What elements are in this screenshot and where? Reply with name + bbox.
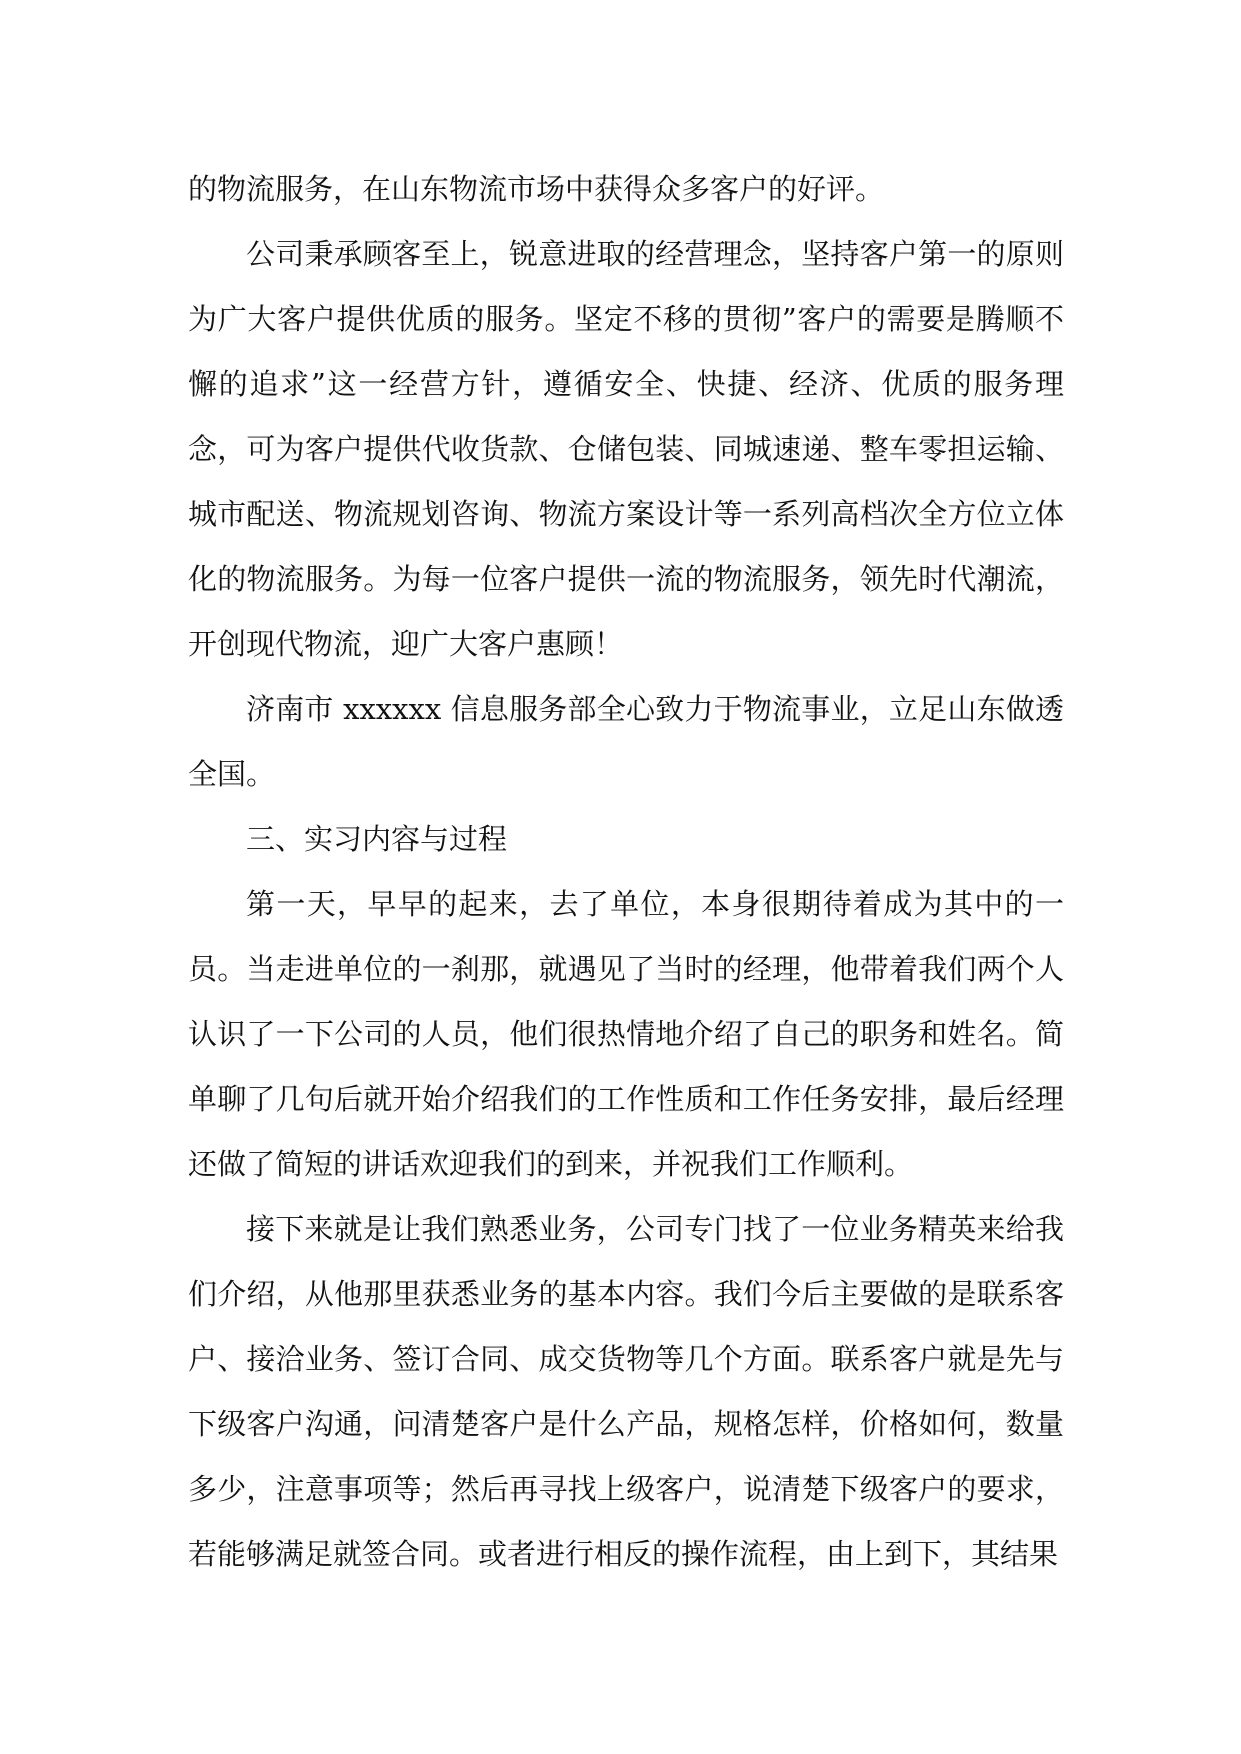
document-body [188,157,1064,1587]
paragraph-first-day: 第一天，早早的起来，去了单位，本身很期待着成为其中的一员。当走进单位的一刹那，就遇见了当时的经理，他带着我们两个人认识了一下公司的人员，他们很热情地介绍了自己的职务和姓名。简单聊了几句后就开始介绍我们的工作性质和工作任务安排，最后经理还做了简短的讲话欢迎我们的到来，并祝我们工作顺利。 [188,887,1064,1181]
paragraph-company-mission: 济南市 xxxxxx 信息服务部全心致力于物流事业，立足山东做透全国。 [188,692,1064,791]
paragraph-company-philosophy: 公司秉承顾客至上，锐意进取的经营理念，坚持客户第一的原则为广大客户提供优质的服务。坚定不移的贯彻”客户的需要是腾顺不懈的追求”这一经营方针，遵循安全、快捷、经济、优质的服务理念，可为客户提供代收货款、仓储包装、同城速递、整车零担运输、城市配送、物流规划咨询、物流方案设计等一系列高档次全方位立体化的物流服务。为每一位客户提供一流的物流服务，领先时代潮流，开创现代物流，迎广大客户惠顾！ [188,237,1064,661]
section-heading: 三、实习内容与过程 [246,822,508,856]
paragraph-continuation: 的物流服务，在山东物流市场中获得众多客户的好评。 [188,172,885,206]
paragraph-business-intro: 接下来就是让我们熟悉业务，公司专门找了一位业务精英来给我们介绍，从他那里获悉业务的基本内容。我们今后主要做的是联系客户、接洽业务、签订合同、成交货物等几个方面。联系客户就是先与下级客户沟通，问清楚客户是什么产品，规格怎样，价格如何，数量多少，注意事项等；然后再寻找上级客户，说清楚下级客户的要求，若能够满足就签合同。或者进行相反的操作流程，由上到下，其结果 [188,1212,1064,1571]
